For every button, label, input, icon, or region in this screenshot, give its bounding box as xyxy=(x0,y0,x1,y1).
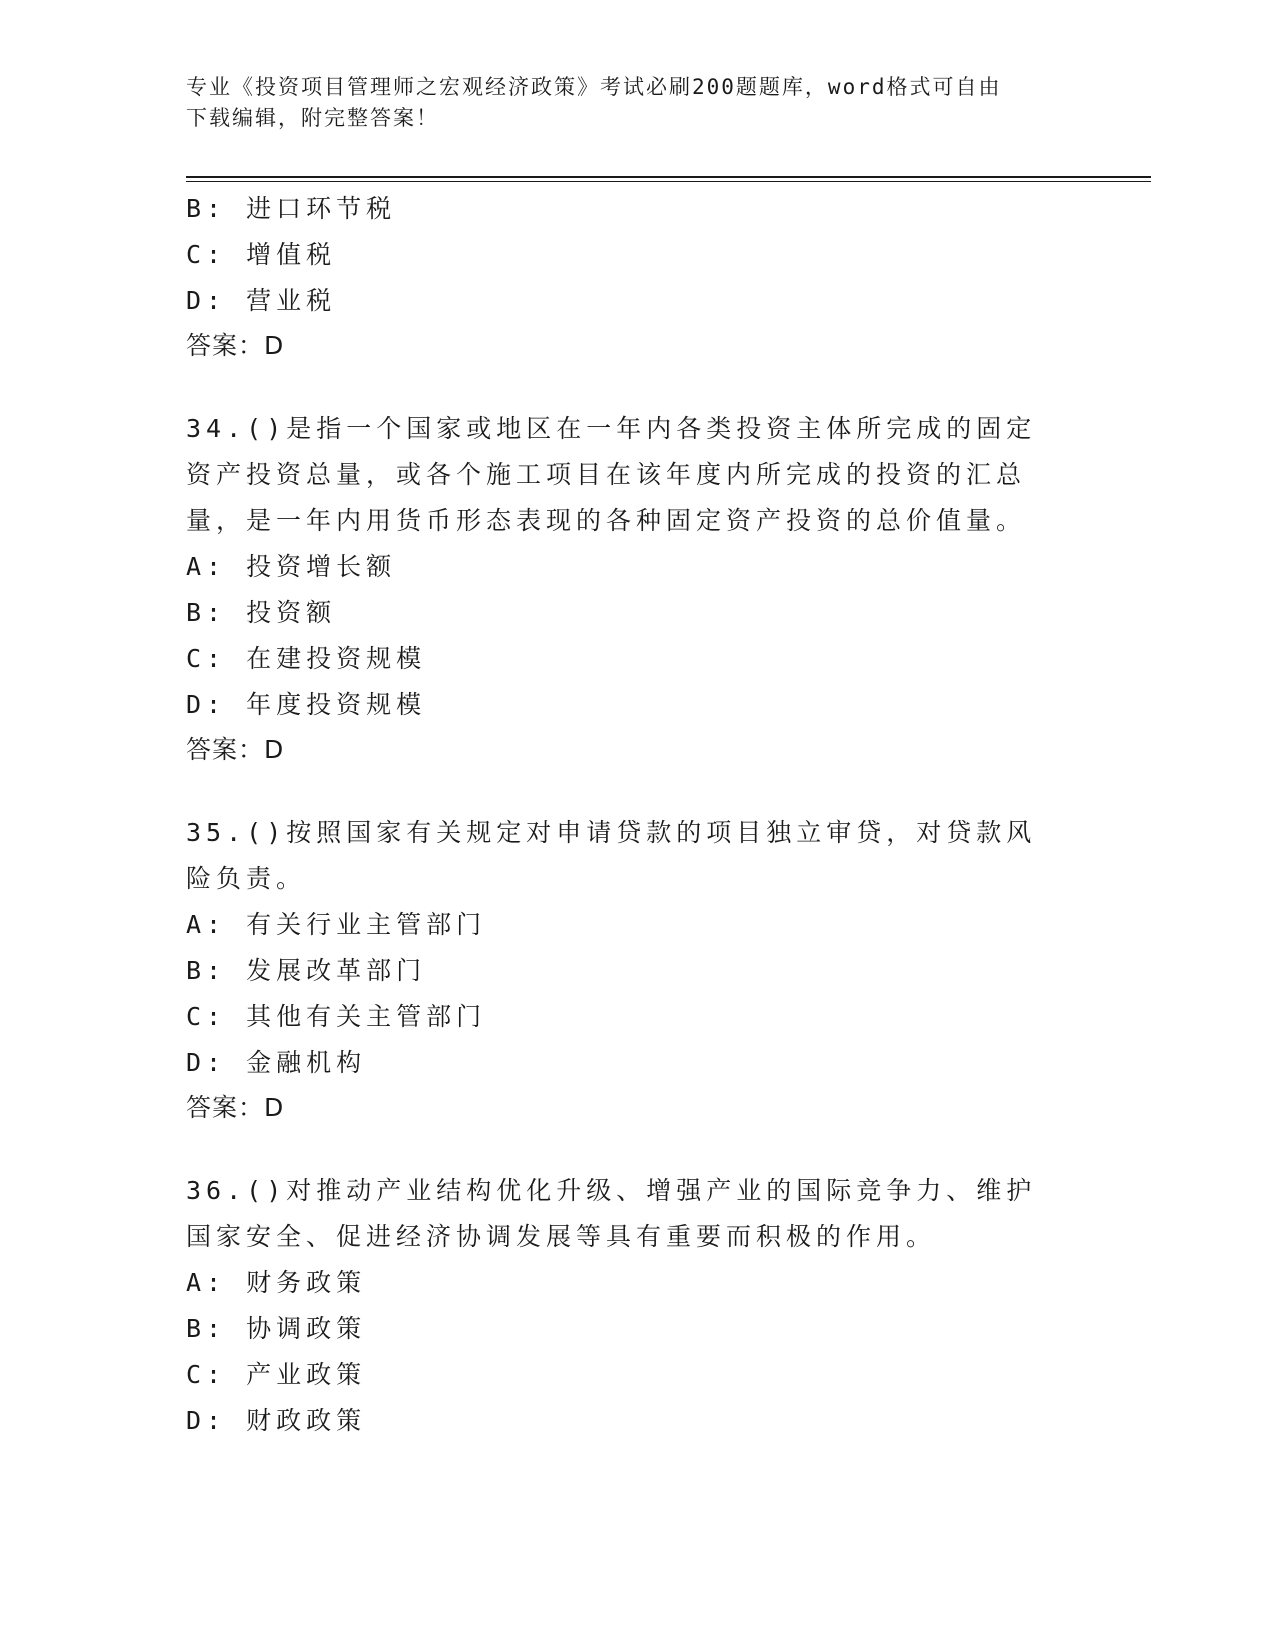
option-d: D: 年度投资规模 xyxy=(186,690,427,719)
question-text: 34.()是指一个国家或地区在一年内各类投资主体所完成的固定资产投资总量，或各个施工项目在该年度内所完成的投资的汇总量，是一年内用货币形态表现的各种固定资产投资的总价值量。 xyxy=(186,414,1037,535)
question-text: 36.()对推动产业结构优化升级、增强产业的国际竞争力、维护国家安全、促进经济协调发展等具有重要而积极的作用。 xyxy=(186,1176,1037,1251)
header-line-1: 专业《投资项目管理师之宏观经济政策》考试必刷200题题库，word格式可自由 xyxy=(186,75,1002,99)
option-b: B: 投资额 xyxy=(186,598,337,627)
question-text: 35.()按照国家有关规定对申请贷款的项目独立审贷，对贷款风险负责。 xyxy=(186,818,1037,893)
option-a: A: 投资增长额 xyxy=(186,552,397,581)
option-d: D: 金融机构 xyxy=(186,1048,367,1077)
question-34 xyxy=(186,406,1086,772)
document-header xyxy=(186,72,1086,134)
header-line-2: 下载编辑，附完整答案！ xyxy=(186,106,439,130)
option-a: A: 有关行业主管部门 xyxy=(186,910,487,939)
option-d: D: 财政政策 xyxy=(186,1406,367,1435)
answer: 答案：D xyxy=(186,1093,285,1122)
option-b: B: 进口环节税 xyxy=(186,194,397,223)
answer: 答案：D xyxy=(186,735,285,764)
option-c: C: 其他有关主管部门 xyxy=(186,1002,487,1031)
question-list xyxy=(186,186,1086,1444)
question-35 xyxy=(186,810,1086,1130)
option-c: C: 在建投资规模 xyxy=(186,644,427,673)
option-b: B: 发展改革部门 xyxy=(186,956,427,985)
header-rule-thin xyxy=(186,181,1151,182)
option-c: C: 产业政策 xyxy=(186,1360,367,1389)
header-rule-thick xyxy=(186,176,1151,178)
question-36 xyxy=(186,1168,1086,1444)
option-c: C: 增值税 xyxy=(186,240,337,269)
answer: 答案：D xyxy=(186,331,285,360)
option-b: B: 协调政策 xyxy=(186,1314,367,1343)
option-d: D: 营业税 xyxy=(186,286,337,315)
question-33-tail xyxy=(186,186,1086,368)
option-a: A: 财务政策 xyxy=(186,1268,367,1297)
